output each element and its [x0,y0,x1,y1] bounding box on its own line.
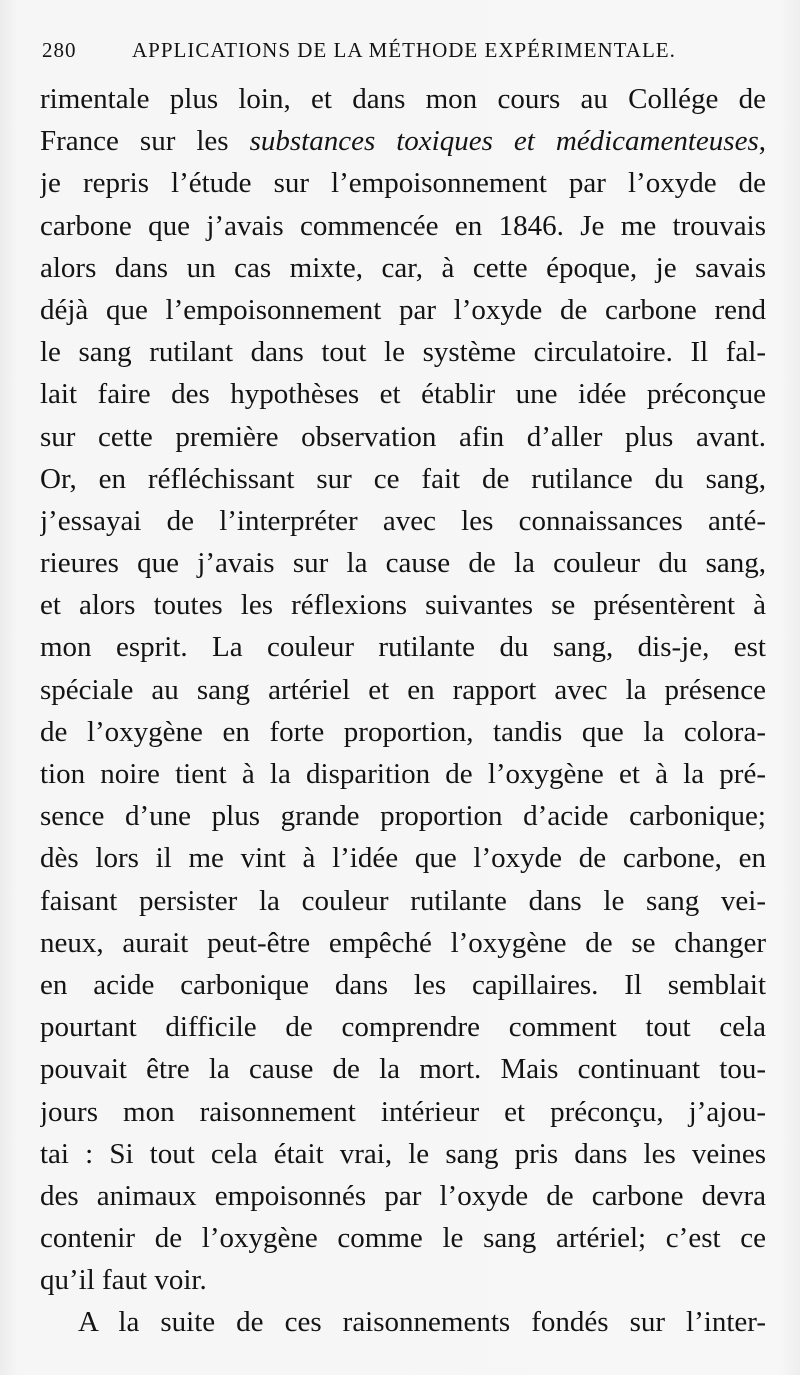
text-line: carbone que j’avais commencée en 1846. Je me trouvais [40,209,766,242]
page-header [42,38,762,70]
text-line [40,120,766,162]
body-text [40,78,766,1344]
text-line: je repris l’étude sur l’empoisonnement par l’oxyde de [40,167,766,200]
text-line: mon esprit. La couleur rutilante du sang, dis-je, est [40,631,766,664]
text-line: faisant persister la couleur rutilante dans le sang vei- [40,884,766,917]
text-line: lait faire des hypothèses et établir une idée préconçue [40,378,766,411]
text-line: sur cette première observation afin d’aller plus avant. [40,420,766,453]
text-line: et alors toutes les réflexions suivantes se présentèrent à [40,589,766,622]
text-line: spéciale au sang artériel et en rapport avec la présence [40,673,766,706]
italic-title: substances toxiques et médicamenteuses [249,125,759,158]
running-head: APPLICATIONS DE LA MÉTHODE EXPÉRIMENTALE. [132,38,676,62]
page-number: 280 [42,38,77,62]
text-line: rieures que j’avais sur la cause de la couleur du sang, [40,547,766,580]
text-line: jours mon raisonnement intérieur et préconçu, j’ajou- [40,1095,766,1128]
text-line: le sang rutilant dans tout le système circulatoire. Il fal- [40,336,766,369]
text-line-paragraph-end: qu’il faut voir. [40,1264,207,1297]
text-line: dès lors il me vint à l’idée que l’oxyde de carbone, en [40,842,766,875]
text-line: en acide carbonique dans les capillaires. Il semblait [40,968,766,1001]
text-line: déjà que l’empoisonnement par l’oxyde de carbone rend [40,293,766,326]
text-segment: France sur les [40,125,250,158]
text-line: pouvait être la cause de la mort. Mais continuant tou- [40,1053,766,1086]
text-line: sence d’une plus grande proportion d’acide carbonique; [40,800,766,833]
text-line-paragraph-start: A la suite de ces raisonnements fondés sur l’inter- [78,1306,766,1339]
text-line: neux, aurait peut-être empêché l’oxygène de se changer [40,926,766,959]
text-segment: , [758,125,766,158]
text-line: de l’oxygène en forte proportion, tandis que la colora- [40,715,766,748]
text-line: rimentale plus loin, et dans mon cours au Collége de [40,83,766,115]
text-line: tion noire tient à la disparition de l’oxygène et à la pré- [40,758,766,790]
text-line: tai : Si tout cela était vrai, le sang pris dans les veines [40,1137,766,1170]
text-line: j’essayai de l’interpréter avec les connaissances anté- [40,504,766,537]
text-line: Or, en réfléchissant sur ce fait de rutilance du sang, [40,462,766,495]
text-line: pourtant difficile de comprendre comment tout cela [40,1011,766,1044]
text-line: des animaux empoisonnés par l’oxyde de carbone devra [40,1179,766,1212]
text-line: contenir de l’oxygène comme le sang artériel; c’est ce [40,1222,766,1255]
text-line: alors dans un cas mixte, car, à cette époque, je savais [40,251,766,284]
